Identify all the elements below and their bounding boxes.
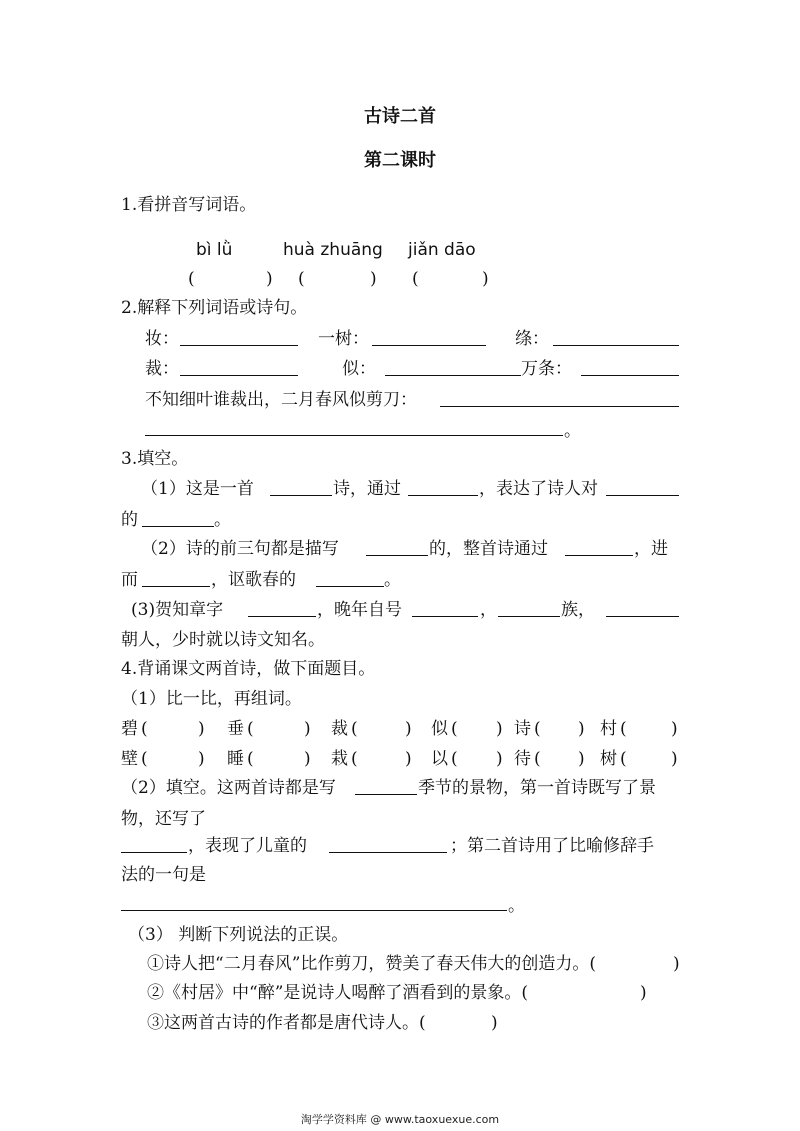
- bracket-close: ): [198, 719, 205, 739]
- fill-text: ，进: [634, 539, 668, 559]
- bracket-close: ): [578, 749, 585, 769]
- q2-heading: 2.解释下列词语或诗句。: [121, 298, 308, 318]
- pinyin-3: jiǎn dāo: [408, 240, 476, 260]
- compare-char: 诗: [514, 719, 531, 739]
- answer-line: [553, 328, 679, 346]
- answer-bracket-close: ): [266, 269, 273, 289]
- fill-text: ，讴歌春的: [211, 570, 296, 590]
- answer-line: [329, 835, 447, 853]
- fill-text: 法的一句是: [121, 865, 206, 885]
- bracket-open: (: [451, 719, 458, 739]
- bracket-open: (: [620, 749, 627, 769]
- answer-line: [565, 538, 633, 556]
- bracket-close: ): [405, 749, 412, 769]
- bracket-open: (: [247, 719, 254, 739]
- answer-line: [366, 538, 428, 556]
- judge-statement-2: ②《村居》中“醉”是说诗人喝醉了酒看到的景象。(: [147, 983, 529, 1003]
- fill-text: 。: [384, 570, 401, 590]
- term-label: 一树：: [318, 329, 369, 349]
- bracket-close: ): [640, 983, 647, 1003]
- bracket-open: (: [247, 749, 254, 769]
- answer-line: [121, 835, 187, 853]
- poem-line-prompt: 不知细叶谁裁出，二月春风似剪刀：: [145, 390, 417, 410]
- bracket-open: (: [141, 719, 148, 739]
- fill-text: （2）填空。这两首诗都是写: [121, 778, 336, 798]
- period: 。: [564, 421, 581, 441]
- answer-line: [248, 599, 316, 617]
- answer-line: [180, 328, 298, 346]
- bracket-close: ): [496, 749, 503, 769]
- fill-text: 而: [121, 570, 138, 590]
- footer-watermark: 淘学学资料库 @ www.taoxuexue.com: [300, 1113, 500, 1126]
- answer-line: [355, 777, 417, 795]
- compare-char: 裁: [331, 719, 348, 739]
- fill-text: ，: [480, 600, 497, 620]
- compare-char: 栽: [331, 749, 348, 769]
- page-subtitle: 第二课时: [364, 150, 436, 171]
- q4-sub3: （3） 判断下列说法的正误。: [128, 925, 349, 945]
- bracket-close: ): [405, 719, 412, 739]
- bracket-close: ): [496, 719, 503, 739]
- fill-text: ，表现了儿童的: [188, 836, 307, 856]
- bracket-close: ): [578, 719, 585, 739]
- answer-line: [412, 599, 478, 617]
- answer-bracket-open: (: [412, 269, 419, 289]
- pinyin-1: bì lǜ: [196, 240, 233, 260]
- fill-text: 诗，通过: [333, 479, 401, 499]
- answer-line: [270, 478, 332, 496]
- answer-bracket-open: (: [298, 269, 305, 289]
- bracket-open: (: [451, 749, 458, 769]
- pinyin-2: huà zhuāng: [283, 240, 383, 260]
- answer-line: [142, 509, 214, 527]
- bracket-open: (: [351, 749, 358, 769]
- term-label: 裁：: [145, 359, 179, 379]
- period: 。: [508, 896, 525, 916]
- answer-line: [440, 389, 679, 407]
- q1-heading: 1.看拼音写词语。: [121, 195, 257, 215]
- answer-line: [581, 358, 679, 376]
- answer-line: [385, 358, 521, 376]
- compare-char: 似: [431, 719, 448, 739]
- bracket-close: ): [198, 749, 205, 769]
- q4-heading: 4.背诵课文两首诗，做下面题目。: [121, 659, 376, 679]
- fill-text: 的，整首诗通过: [429, 539, 548, 559]
- answer-line: [372, 328, 486, 346]
- bracket-close: ): [671, 719, 678, 739]
- fill-text: （2）诗的前三句都是描写: [141, 539, 339, 559]
- answer-bracket-close: ): [370, 269, 377, 289]
- q3-heading: 3.填空。: [121, 449, 189, 469]
- answer-line: [121, 893, 507, 911]
- answer-line: [606, 599, 679, 617]
- compare-char: 睡: [227, 749, 244, 769]
- answer-line: [145, 418, 563, 436]
- bracket-open: (: [620, 719, 627, 739]
- answer-line: [180, 358, 298, 376]
- fill-text: 。: [214, 510, 231, 530]
- fill-text: ；第二首诗用了比喻修辞手: [450, 836, 654, 856]
- compare-char: 壁: [121, 749, 138, 769]
- term-label: 似：: [342, 359, 376, 379]
- bracket-open: (: [534, 719, 541, 739]
- answer-bracket-close: ): [482, 269, 489, 289]
- compare-char: 村: [600, 719, 617, 739]
- compare-char: 碧: [121, 719, 138, 739]
- answer-line: [316, 569, 384, 587]
- answer-bracket-open: (: [188, 269, 195, 289]
- bracket-close: ): [673, 954, 680, 974]
- compare-char: 垂: [227, 719, 244, 739]
- fill-text: ，晚年自号: [317, 600, 402, 620]
- bracket-close: ): [304, 749, 311, 769]
- bracket-close: ): [491, 1013, 498, 1033]
- bracket-close: ): [671, 749, 678, 769]
- q4-sub1: （1）比一比，再组词。: [121, 689, 302, 709]
- fill-text: 物，还写了: [121, 809, 206, 829]
- bracket-close: ): [304, 719, 311, 739]
- judge-statement-1: ①诗人把“二月春风”比作剪刀，赞美了春天伟大的创造力。(: [147, 954, 597, 974]
- fill-text: （1）这是一首: [141, 479, 254, 499]
- bracket-open: (: [141, 749, 148, 769]
- term-label: 万条：: [521, 359, 572, 379]
- fill-text: 的: [121, 510, 138, 530]
- bracket-open: (: [351, 719, 358, 739]
- answer-line: [498, 599, 560, 617]
- bracket-open: (: [534, 749, 541, 769]
- compare-char: 以: [431, 749, 448, 769]
- judge-statement-3: ③这两首古诗的作者都是唐代诗人。(: [147, 1013, 426, 1033]
- compare-char: 待: [514, 749, 531, 769]
- term-label: 妆：: [145, 329, 179, 349]
- fill-text: 季节的景物，第一首诗既写了景: [418, 778, 656, 798]
- answer-line: [408, 478, 478, 496]
- compare-char: 树: [600, 749, 617, 769]
- answer-line: [606, 478, 679, 496]
- fill-text: 朝人，少时就以诗文知名。: [121, 630, 325, 650]
- answer-line: [142, 569, 210, 587]
- term-label: 绦：: [515, 329, 549, 349]
- fill-text: (3)贺知章字: [131, 600, 224, 620]
- page-title: 古诗二首: [364, 106, 436, 127]
- fill-text: ，表达了诗人对: [479, 479, 598, 499]
- fill-text: 族，: [561, 600, 595, 620]
